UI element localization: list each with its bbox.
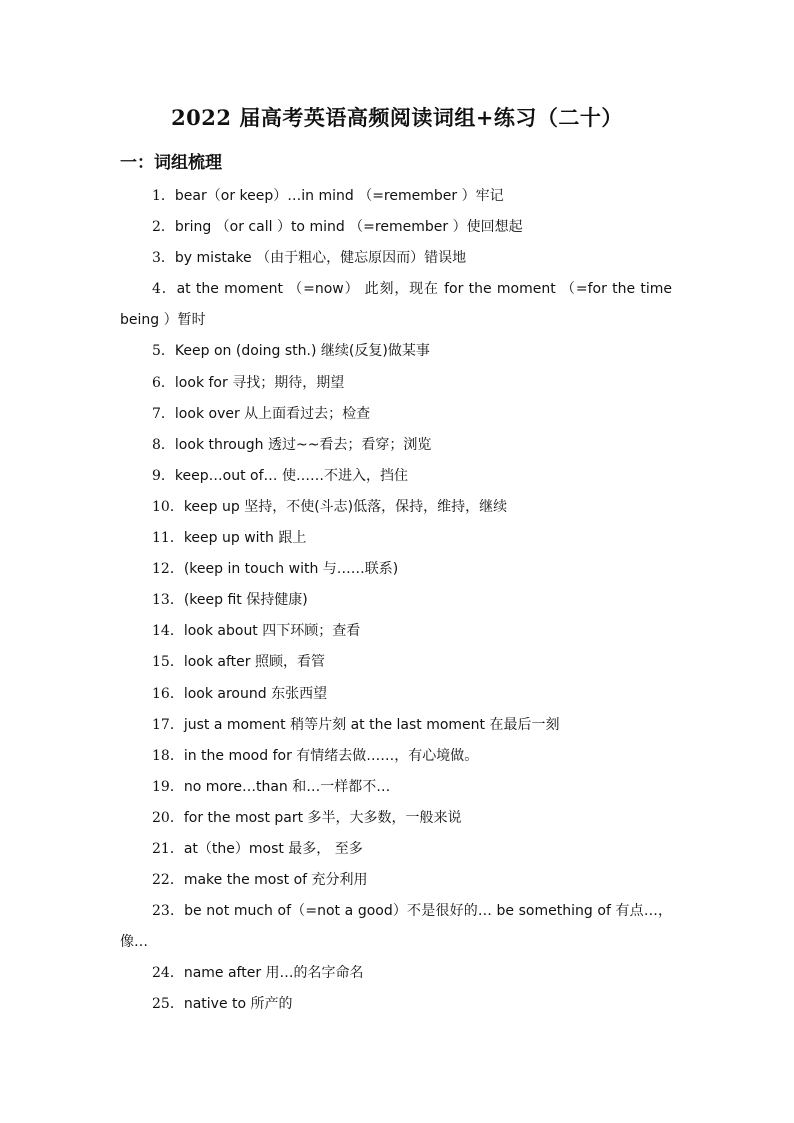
list-item: 22．make the most of 充分利用	[152, 872, 368, 889]
list-item: 21．at（the）most 最多， 至多	[152, 840, 363, 857]
list-item: 9．keep…out of… 使……不进入，挡住	[152, 467, 408, 484]
list-item: 8．look through 透过~~看去；看穿；浏览	[152, 436, 432, 453]
list-item: 17．just a moment 稍等片刻 at the last moment 在最后一刻	[152, 716, 560, 733]
list-item: 7．look over 从上面看过去；检查	[152, 405, 371, 422]
list-item: 16．look around 东张西望	[152, 685, 328, 702]
list-item: 12．(keep in touch with 与……联系)	[152, 561, 399, 578]
list-item: 25．native to 所产的	[152, 996, 293, 1013]
list-item: 3．by mistake （由于粗心，健忘原因而）错误地	[152, 250, 467, 267]
list-item: 5．Keep on (doing sth.) 继续(反复)做某事	[152, 343, 430, 360]
list-item: 6．look for 寻找；期待，期望	[152, 374, 345, 391]
list-item: 14．look about 四下环顾；查看	[152, 623, 361, 640]
list-item: 15．look after 照顾，看管	[152, 654, 325, 671]
list-item: 23．be not much of（=not a good）不是很好的… be something of 有点…，像…	[120, 903, 672, 951]
list-item: 2．bring （or call ）to mind （=remember ）使回想起	[152, 219, 523, 236]
section-heading: 一：词组梳理	[120, 153, 222, 173]
list-item: 18．in the mood for 有情绪去做……，有心境做。	[152, 747, 479, 764]
list-item: 19．no more…than 和…一样都不…	[152, 778, 391, 795]
list-item: 20．for the most part 多半，大多数，一般来说	[152, 809, 462, 826]
phrase-list	[120, 181, 672, 1021]
list-item: 4．at the moment （=now） 此刻，现在 for the moment （=for the time being ）暂时	[120, 281, 672, 329]
list-item: 10．keep up 坚持，不使(斗志)低落，保持，维持，继续	[152, 498, 508, 515]
page-title: 2022 届高考英语高频阅读词组+练习（二十）	[171, 105, 623, 130]
list-item: 24．name after 用…的名字命名	[152, 965, 364, 982]
list-item: 1．bear（or keep）…in mind （=remember ）牢记	[152, 188, 504, 204]
list-item: 13．(keep fit 保持健康)	[152, 592, 308, 609]
list-item: 11．keep up with 跟上	[152, 530, 307, 547]
